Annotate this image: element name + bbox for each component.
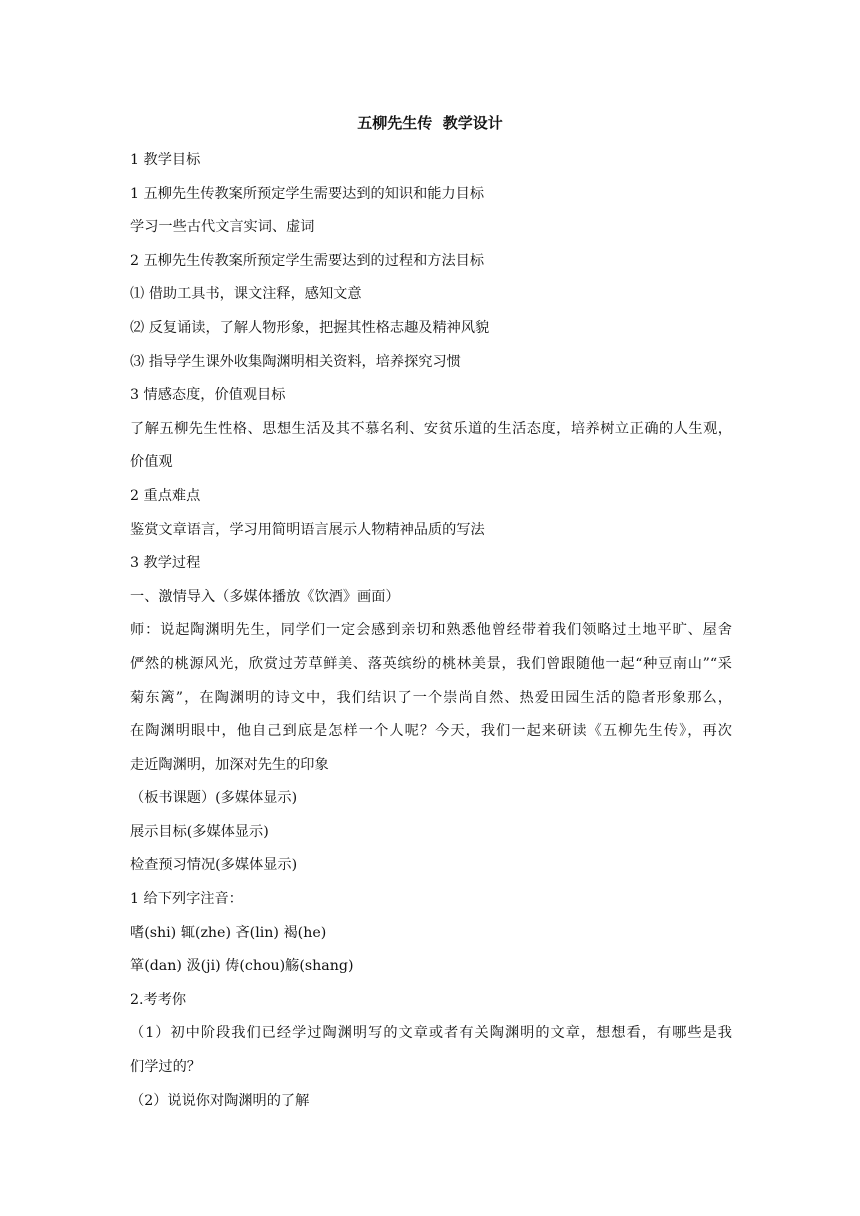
list-item: ⑴ 借助工具书，课文注释，感知文意 — [130, 286, 362, 303]
paragraph-line: 了解五柳先生性格、思想生活及其不慕名利、安贫乐道的生活态度，培养树立正确的人生观， — [130, 420, 732, 437]
paragraph-line: 鉴赏文章语言，学习用简明语言展示人物精神品质的写法 — [130, 521, 485, 538]
paragraph-line: 菊东篱”，在陶渊明的诗文中，我们结识了一个崇尚自然、热爱田园生活的隐者形象那么， — [130, 689, 732, 706]
paragraph-line: 俨然的桃源风光，欣赏过芳草鲜美、落英缤纷的桃林美景，我们曾跟随他一起“种豆南山”“采 — [130, 655, 732, 672]
objective-heading-process: 2 五柳先生传教案所预定学生需要达到的过程和方法目标 — [130, 252, 485, 269]
document-body — [130, 144, 732, 1118]
paragraph-line: （板书课题）(多媒体显示) — [130, 790, 298, 807]
objective-heading-knowledge: 1 五柳先生传教案所预定学生需要达到的知识和能力目标 — [130, 185, 485, 202]
question-line: （2）说说你对陶渊明的了解 — [130, 1092, 310, 1109]
pinyin-line: 嗜(shi) 辄(zhe) 吝(lin) 褐(he) — [130, 924, 327, 941]
paragraph-line: 展示目标(多媒体显示) — [130, 823, 269, 840]
objective-heading-attitude: 3 情感态度，价值观目标 — [130, 387, 286, 404]
list-item: ⑶ 指导学生课外收集陶渊明相关资料，培养探究习惯 — [130, 353, 461, 370]
section-heading-process: 3 教学过程 — [130, 555, 201, 572]
paragraph-line: 走近陶渊明，加深对先生的印象 — [130, 756, 329, 773]
paragraph-line: 价值观 — [130, 454, 173, 471]
document-title: 五柳先生传 教学设计 — [357, 114, 503, 132]
section-heading-key-points: 2 重点难点 — [130, 487, 201, 504]
subsection-heading: 一、激情导入（多媒体播放《饮酒》画面） — [130, 588, 400, 605]
pinyin-line: 箪(dan) 汲(ji) 俦(chou)觞(shang) — [130, 958, 354, 975]
section-heading-objectives: 1 教学目标 — [130, 152, 201, 168]
question-line: 们学过的？ — [130, 1059, 201, 1076]
paragraph-line: 学习一些古代文言实词、虚词 — [130, 219, 315, 236]
exercise-heading: 1 给下列字注音： — [130, 891, 243, 908]
paragraph-line: 师：说起陶渊明先生，同学们一定会感到亲切和熟悉他曾经带着我们领略过土地平旷、屋舍 — [130, 622, 732, 639]
paragraph-line: 检查预习情况(多媒体显示) — [130, 857, 298, 874]
exercise-heading: 2.考考你 — [130, 991, 187, 1008]
question-line: （1）初中阶段我们已经学过陶渊明写的文章或者有关陶渊明的文章，想想看，有哪些是我 — [130, 1025, 732, 1042]
list-item: ⑵ 反复诵读，了解人物形象，把握其性格志趣及精神风貌 — [130, 319, 490, 336]
paragraph-line: 在陶渊明眼中，他自己到底是怎样一个人呢？今天，我们一起来研读《五柳先生传》，再次 — [130, 723, 732, 740]
